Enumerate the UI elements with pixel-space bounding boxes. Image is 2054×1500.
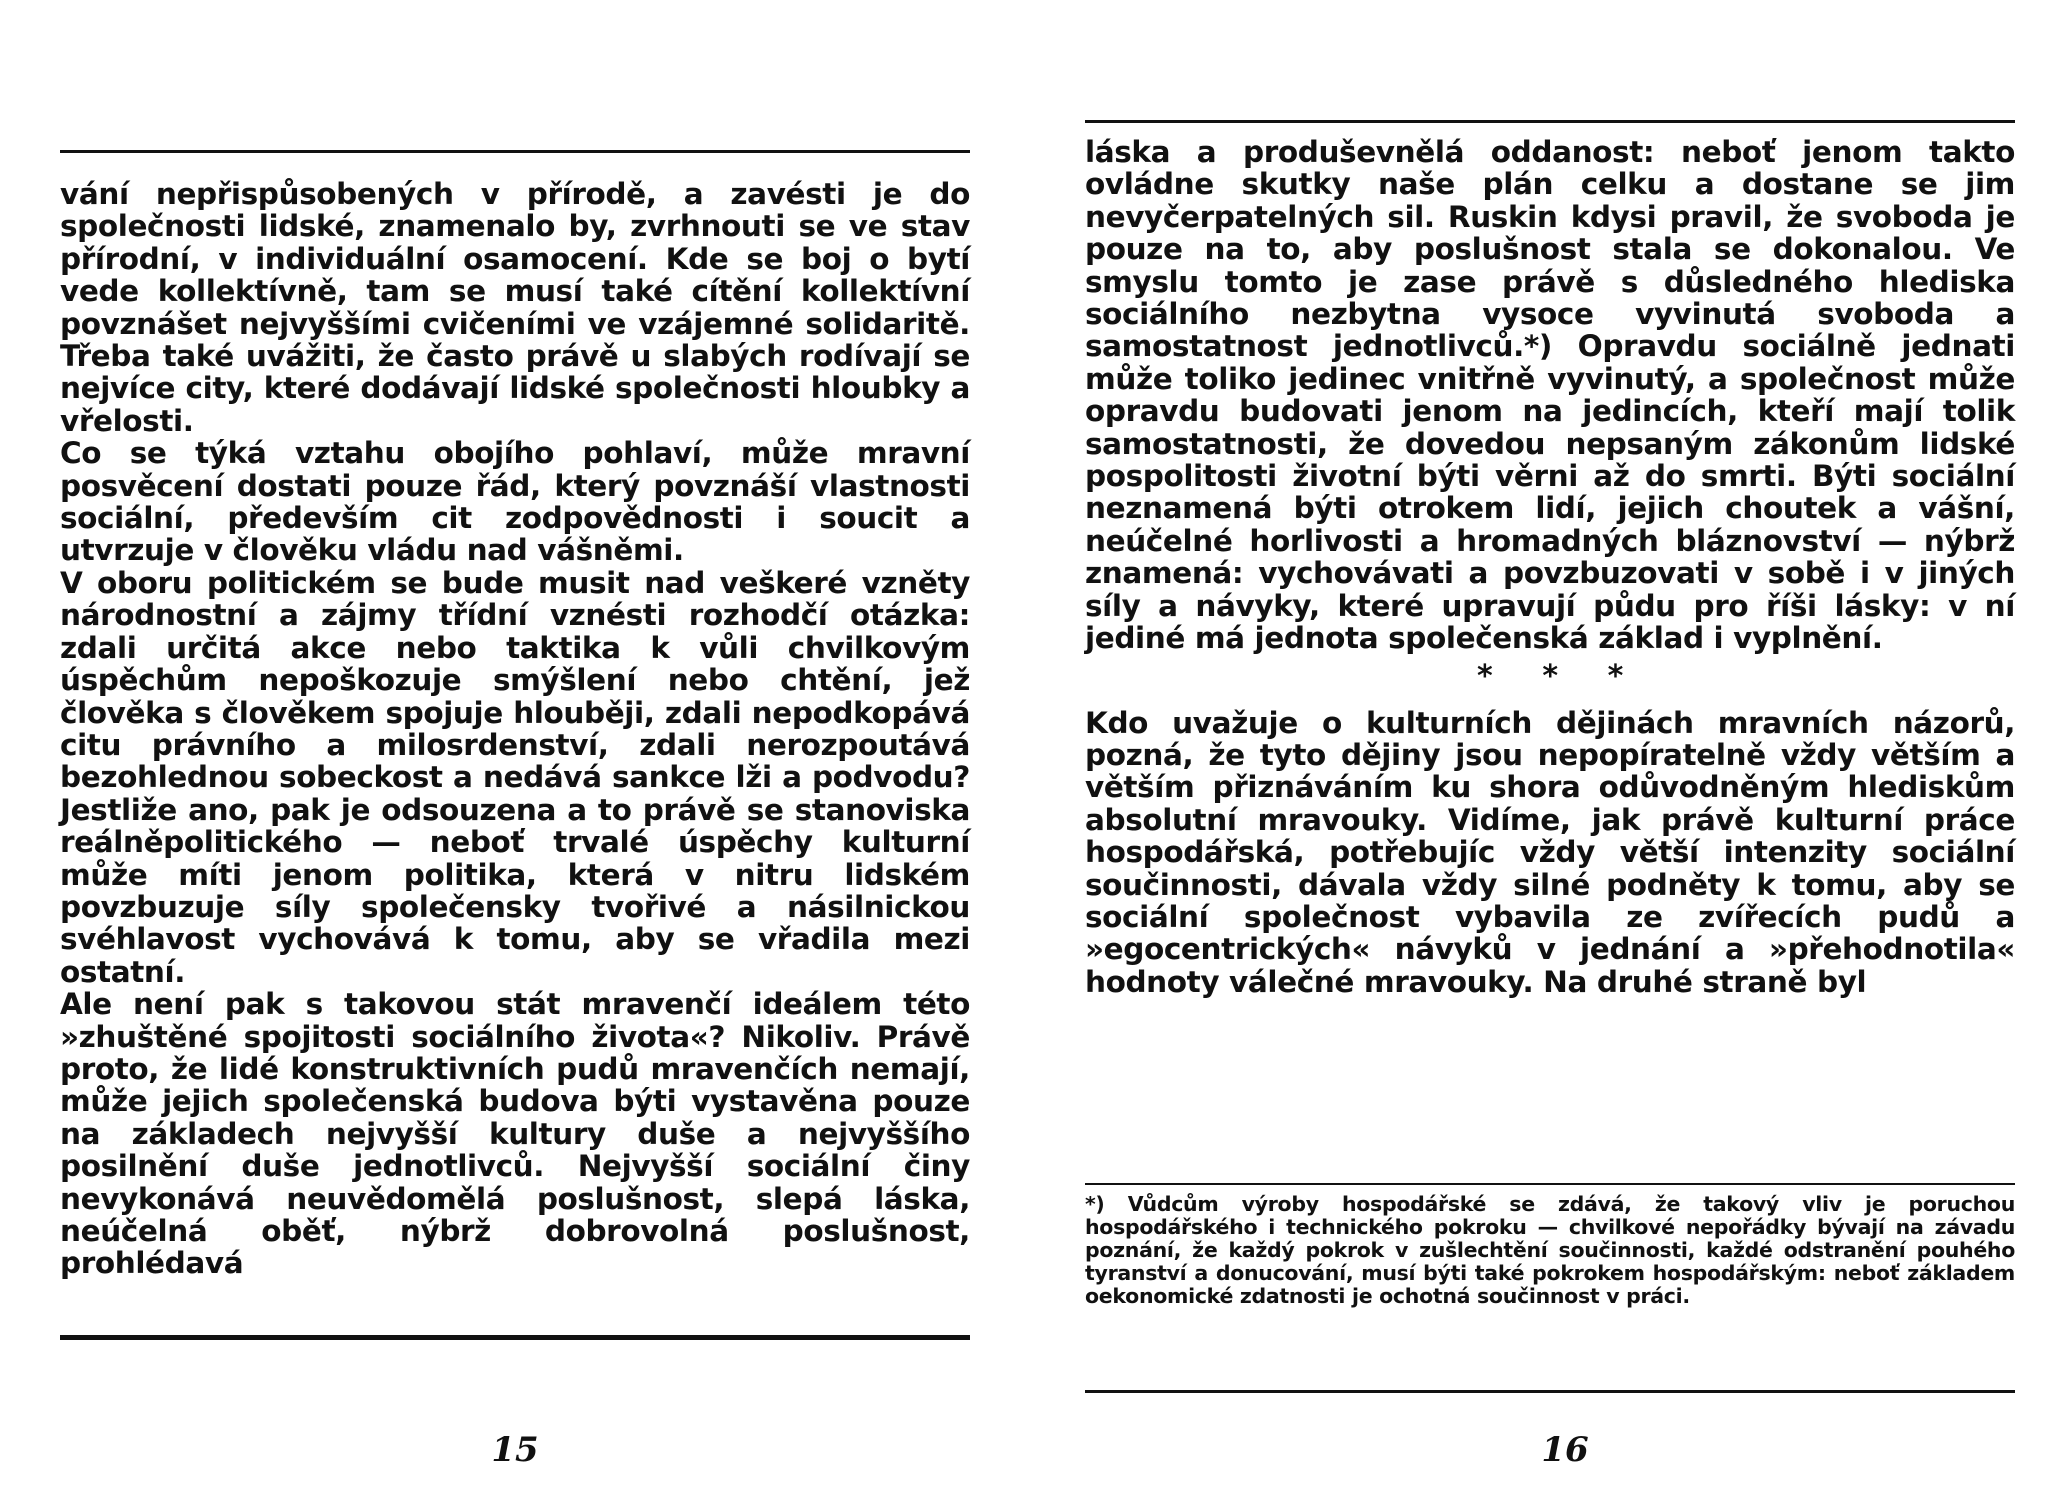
footnote-text: *) Vůdcům výroby hospodářské se zdává, že takový vliv je poruchou hospodářského i technického pokroku — chvilkové nepořádky bývají na závadu poznání, že každý pokrok v zušlechtění součinnosti, každé odstranění pouhého tyranství a donucování, musí býti také pokrokem hospodářským: neboť základem oekonomické zdatnosti je ochotná součinnost v práci. <box>1085 1192 2015 1308</box>
top-rule <box>1085 120 2015 123</box>
bottom-rule <box>60 1335 970 1340</box>
top-rule <box>60 150 970 153</box>
section-separator: * * * <box>1477 658 1623 694</box>
footnote <box>1085 1193 2015 1308</box>
page-number: 15 <box>491 1430 539 1470</box>
bottom-rule <box>1085 1390 2015 1393</box>
paragraph: vání nepřispůsobených v přírodě, a zavésti je do společnosti lidské, znamenalo by, zvrhnouti se ve stav přírodní, v individuální osamocení. Kde se boj o bytí vede kollektívně, tam se musí také cítění kollektívní povznášet nejvyššími cvičeními ve vzájemné solidaritě. Třeba také uvážiti, že často právě u slabých rodívají se nejvíce city, které dodávají lidské společnosti hloubky a vřelosti. <box>60 177 970 438</box>
paragraph: Kdo uvažuje o kulturních dějinách mravních názorů, pozná, že tyto dějiny jsou nepopíratelně vždy větším a větším přiznáváním ku shora odůvodněným hlediskům absolutní mravouky. Vidíme, jak právě kulturní práce hospodářská, potřebujíc vždy větší intenzity sociální součinnosti, dávala vždy silné podněty k tomu, aby se sociální společnost vybavila ze zvířecích pudů a »egocentrických« návyků v jednání a »přehodnotila« hodnoty válečné mravouky. Na druhé straně byl <box>1085 705 2015 999</box>
page-number: 16 <box>1541 1430 1589 1470</box>
paragraph: V oboru politickém se bude musit nad veškeré vzněty národnostní a zájmy třídní vznésti rozhodčí otázka: zdali určitá akce nebo taktika k vůli chvilkovým úspěchům nepoškozuje smýšlení nebo chtění, jež člověka s člověkem spojuje hlouběji, zdali nepodkopává citu právního a milosrdenství, zdali nerozpoutává bezohlednou sobeckost a nedává sankce lži a podvodu? Jestliže ano, pak je odsouzena a to právě se stanoviska reálněpolitického — neboť trvalé úspěchy kulturní může míti jenom politika, která v nitru lidském povzbuzuje síly společensky tvořivé a násilnickou svéhlavost vychovává k tomu, aby se vřadila mezi ostatní. <box>60 565 970 989</box>
left-page-text <box>60 178 970 1280</box>
right-page-text <box>1085 136 2015 998</box>
paragraph: Co se týká vztahu obojího pohlaví, může mravní posvěcení dostati pouze řád, který povznáší vlastnosti sociální, především cit zodpovědnosti i soucit a utvrzuje v člověku vládu nad vášněmi. <box>60 436 970 568</box>
footnote-rule <box>1085 1183 2015 1185</box>
paragraph: láska a produševnělá oddanost: neboť jenom takto ovládne skutky naše plán celku a dostane se jim nevyčerpatelných sil. Ruskin kdysi pravil, že svoboda je pouze na to, aby poslušnost stala se dokonalou. Ve smyslu tomto je zase právě s důsledného hlediska sociálního nezbytna vysoce vyvinutá svoboda a samostatnost jednotlivců.*) Opravdu sociálně jednati může toliko jedinec vnitřně vyvinutý, a společnost může opravdu budovati jenom na jedincích, kteří mají tolik samostatnosti, že dovedou nepsaným zákonům lidské pospolitosti životní býti věrni až do smrti. Býti sociální neznamená býti otrokem lidí, jejich choutek a vášní, neúčelné horlivosti a hromadných bláznovství — nýbrž znamená: vychovávati a povzbuzovati v sobě i v jiných síly a návyky, které upravují půdu pro říši lásky: v ní jediné má jednota společenská základ i vyplnění. <box>1085 135 2015 656</box>
paragraph: Ale není pak s takovou stát mravenčí ideálem této »zhuštěné spojitosti sociálního života«? Nikoliv. Právě proto, že lidé konstruktivních pudů mravenčích nemají, může jejich společenská budova býti vystavěna pouze na základech nejvyšší kultury duše a nejvyššího posilnění duše jednotlivců. Nejvyšší sociální činy nevykonává neuvědomělá poslušnost, slepá láska, neúčelná oběť, nýbrž dobrovolná poslušnost, prohlédavá <box>60 987 970 1281</box>
